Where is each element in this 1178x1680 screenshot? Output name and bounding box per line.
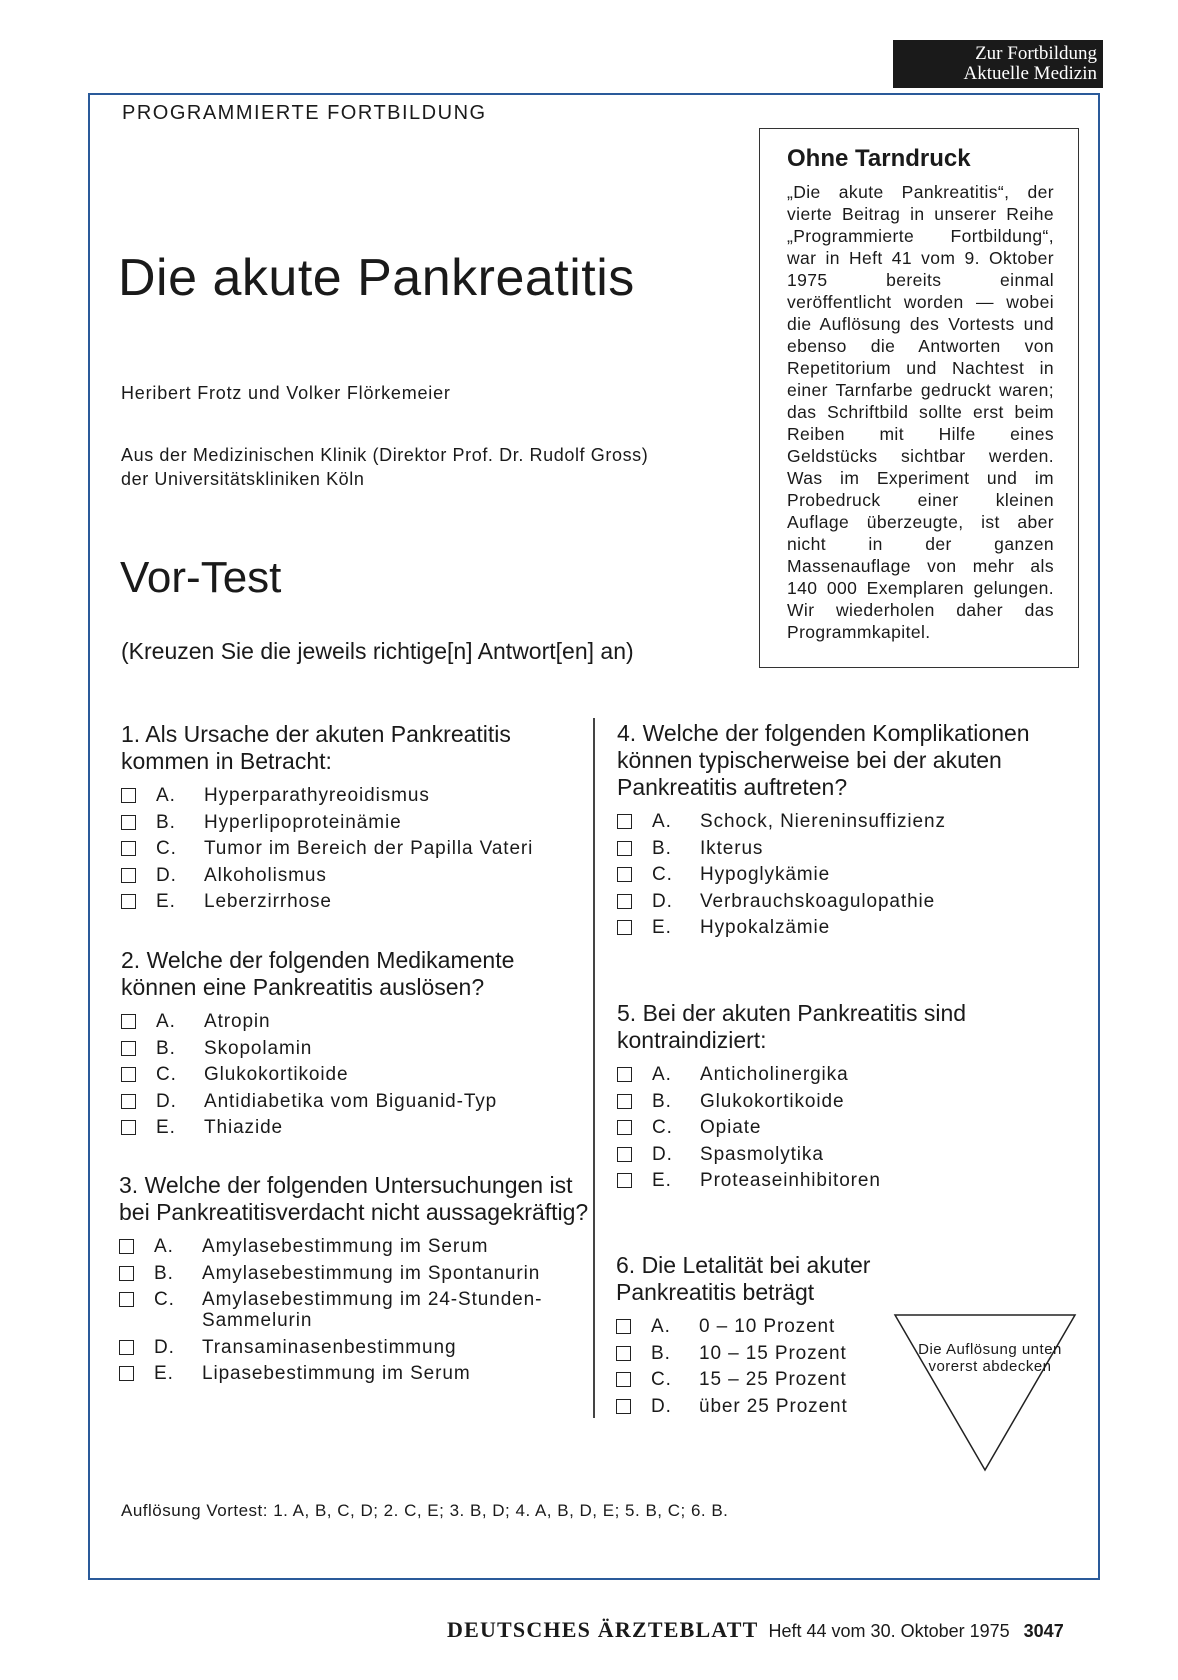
- answer-option[interactable]: [617, 1117, 1087, 1138]
- answer-checkbox[interactable]: [617, 1094, 632, 1109]
- option-text: Thiazide: [204, 1117, 284, 1138]
- option-text: Alkoholismus: [204, 864, 327, 886]
- answer-option[interactable]: [121, 1038, 591, 1059]
- option-letter: E.: [156, 1117, 176, 1138]
- answer-checkbox[interactable]: [616, 1372, 631, 1387]
- answer-checkbox[interactable]: [617, 1120, 632, 1135]
- answer-checkbox[interactable]: [121, 1120, 136, 1135]
- answer-checkbox[interactable]: [119, 1239, 134, 1254]
- notice-heading: Ohne Tarndruck: [787, 145, 971, 172]
- cover-triangle-icon: [890, 1305, 1080, 1475]
- question-text: 3. Welche der folgenden Untersuchungen ist bei Pankreatitisverdacht nicht aussagekräftig?: [119, 1172, 589, 1225]
- instruction: (Kreuzen Sie die jeweils richtige[n] Antwort[en] an): [121, 638, 634, 664]
- option-letter: E.: [652, 1170, 672, 1191]
- answer-option[interactable]: [617, 811, 1087, 832]
- option-letter: A.: [156, 785, 176, 806]
- page-number: 3047: [1023, 1621, 1064, 1641]
- option-letter: E.: [156, 891, 176, 912]
- answer-checkbox[interactable]: [121, 841, 136, 856]
- article-title: Die akute Pankreatitis: [118, 249, 635, 307]
- answer-option[interactable]: [617, 891, 1087, 912]
- option-text: Amylasebestimmung im 24-Stunden-Sammelurin: [202, 1289, 543, 1331]
- option-letter: C.: [156, 838, 177, 859]
- option-text: Tumor im Bereich der Papilla Vateri: [204, 838, 534, 859]
- answer-option[interactable]: [617, 838, 1087, 859]
- option-letter: E.: [652, 917, 672, 938]
- answer-checkbox[interactable]: [617, 1067, 632, 1082]
- section-tag-line2: Aktuelle Medizin: [963, 63, 1097, 84]
- answer-option[interactable]: [121, 838, 591, 859]
- publication-name: DEUTSCHES ÄRZTEBLATT: [447, 1617, 759, 1642]
- answer-checkbox[interactable]: [121, 868, 136, 883]
- option-letter: B.: [652, 1090, 672, 1112]
- option-text: Hyperparathyreoidismus: [204, 785, 430, 806]
- option-text: Atropin: [204, 1011, 271, 1032]
- answer-option[interactable]: [119, 1263, 589, 1284]
- question-text: 5. Bei der akuten Pankreatitis sind kontraindiziert:: [617, 1000, 967, 1053]
- option-letter: B.: [156, 1037, 176, 1059]
- answer-option[interactable]: [617, 864, 1087, 885]
- affiliation-line2: der Universitätskliniken Köln: [121, 469, 365, 489]
- answer-checkbox[interactable]: [617, 1147, 632, 1162]
- answer-option[interactable]: [617, 1064, 1087, 1085]
- answer-key: Auflösung Vortest: 1. A, B, C, D; 2. C, E; 3. B, D; 4. A, B, D, E; 5. B, C; 6. B.: [121, 1501, 729, 1520]
- notice-box: [759, 128, 1079, 668]
- answer-option[interactable]: [121, 1117, 591, 1138]
- option-letter: C.: [156, 1064, 177, 1085]
- question-1: [121, 721, 591, 918]
- option-text: Opiate: [700, 1117, 762, 1138]
- option-letter: D.: [156, 1090, 177, 1112]
- answer-checkbox[interactable]: [119, 1340, 134, 1355]
- section-tag-line1: Zur Fortbildung: [975, 43, 1097, 64]
- question-text: 4. Welche der folgenden Komplikationen können typischerweise bei der akuten Pankreatitis auftreten?: [617, 720, 1030, 800]
- answer-checkbox[interactable]: [617, 894, 632, 909]
- option-text: Glukokortikoide: [700, 1090, 845, 1112]
- answer-checkbox[interactable]: [617, 920, 632, 935]
- option-letter: A.: [651, 1316, 671, 1337]
- option-letter: B.: [651, 1342, 671, 1364]
- option-letter: B.: [156, 811, 176, 833]
- answer-option[interactable]: [121, 1011, 591, 1032]
- option-letter: C.: [651, 1369, 672, 1390]
- affiliation-line1: Aus der Medizinischen Klinik (Direktor Prof. Dr. Rudolf Gross): [121, 445, 649, 465]
- answer-checkbox[interactable]: [121, 815, 136, 830]
- answer-checkbox[interactable]: [617, 867, 632, 882]
- question-text: 6. Die Letalität bei akuter Pankreatitis beträgt: [616, 1252, 871, 1305]
- answer-option[interactable]: [121, 1064, 591, 1085]
- option-text: 0 – 10 Prozent: [699, 1316, 836, 1337]
- answer-option[interactable]: [121, 865, 591, 886]
- page-footer: [447, 1617, 1064, 1643]
- option-text: Amylasebestimmung im Serum: [202, 1236, 489, 1257]
- answer-option[interactable]: [617, 1091, 1087, 1112]
- option-letter: E.: [154, 1363, 174, 1384]
- option-letter: C.: [652, 1117, 673, 1138]
- answer-checkbox[interactable]: [119, 1266, 134, 1281]
- section-title: Vor-Test: [120, 553, 282, 602]
- answer-checkbox[interactable]: [617, 1173, 632, 1188]
- option-letter: A.: [652, 811, 672, 832]
- option-text: Hypoglykämie: [700, 864, 831, 885]
- option-letter: D.: [156, 864, 177, 886]
- answer-option[interactable]: [121, 891, 591, 912]
- section-tag: [893, 40, 1103, 88]
- option-letter: C.: [154, 1289, 175, 1310]
- option-letter: A.: [156, 1011, 176, 1032]
- answer-checkbox[interactable]: [616, 1346, 631, 1361]
- question-text: 2. Welche der folgenden Medikamente können eine Pankreatitis auslösen?: [121, 947, 515, 1000]
- option-text: Hypokalzämie: [700, 917, 831, 938]
- authors: Heribert Frotz und Volker Flörkemeier: [121, 383, 451, 403]
- option-letter: D.: [154, 1336, 175, 1358]
- option-text: Verbrauchskoagulopathie: [700, 890, 936, 912]
- answer-checkbox[interactable]: [119, 1292, 134, 1307]
- answer-checkbox[interactable]: [121, 788, 136, 803]
- answer-checkbox[interactable]: [121, 1094, 136, 1109]
- option-text: Antidiabetika vom Biguanid-Typ: [204, 1090, 498, 1112]
- answer-checkbox[interactable]: [616, 1399, 631, 1414]
- answer-option[interactable]: [617, 1144, 1087, 1165]
- option-letter: B.: [154, 1262, 174, 1284]
- option-text: Glukokortikoide: [204, 1064, 349, 1085]
- option-text: Leberzirrhose: [204, 891, 332, 912]
- answer-checkbox[interactable]: [121, 1014, 136, 1029]
- series-label: PROGRAMMIERTE FORTBILDUNG: [122, 102, 487, 124]
- option-text: 10 – 15 Prozent: [699, 1342, 847, 1364]
- option-text: Skopolamin: [204, 1037, 313, 1059]
- answer-option[interactable]: [121, 785, 591, 806]
- option-letter: D.: [651, 1395, 672, 1417]
- answer-option[interactable]: [617, 1170, 1087, 1191]
- option-text: Hyperlipoproteinämie: [204, 811, 402, 833]
- answer-option[interactable]: [121, 812, 591, 833]
- option-text: Transaminasenbestimmung: [202, 1336, 457, 1358]
- option-letter: D.: [652, 1143, 673, 1165]
- option-letter: B.: [652, 837, 672, 859]
- notice-text: „Die akute Pankreatitis“, der vierte Beitrag in unserer Reihe „Programmierte Fortbildung“, war in Heft 41 vom 9. Oktober 1975 bereits einmal veröffentlicht worden — wobei die Auflösung des Vortests und ebenso die Antworten von Repetitorium und Nachtest in einer Tarnfarbe gedruckt waren; das Schriftbild sollte erst beim Reiben mit Hilfe eines Geldstücks sichtbar werden. Was im Experiment und im Probedruck einer kleinen Auflage überzeugte, ist aber nicht in der ganzen Massenauflage von mehr als 140 000 Exemplaren gelungen. Wir wiederholen daher das Programmkapitel.: [787, 182, 1054, 642]
- answer-checkbox[interactable]: [121, 1067, 136, 1082]
- option-text: Proteaseinhibitoren: [700, 1170, 881, 1191]
- option-text: über 25 Prozent: [699, 1395, 848, 1417]
- question-text: 1. Als Ursache der akuten Pankreatitis kommen in Betracht:: [121, 721, 511, 774]
- answer-option[interactable]: [119, 1363, 589, 1384]
- option-letter: D.: [652, 890, 673, 912]
- question-4: [617, 720, 1087, 944]
- answer-checkbox[interactable]: [617, 814, 632, 829]
- option-text: Ikterus: [700, 837, 764, 859]
- option-letter: C.: [652, 864, 673, 885]
- option-letter: A.: [652, 1064, 672, 1085]
- answer-checkbox[interactable]: [121, 894, 136, 909]
- option-text: Schock, Niereninsuffizienz: [700, 811, 946, 832]
- answer-checkbox[interactable]: [616, 1319, 631, 1334]
- answer-option[interactable]: [119, 1236, 589, 1257]
- answer-option[interactable]: [119, 1337, 589, 1358]
- answer-option[interactable]: [121, 1091, 591, 1112]
- triangle-note: Die Auflösung unten vorerst abdecken: [918, 1341, 1062, 1375]
- answer-checkbox[interactable]: [121, 1041, 136, 1056]
- option-letter: A.: [154, 1236, 174, 1257]
- answer-checkbox[interactable]: [617, 841, 632, 856]
- question-2: [121, 947, 591, 1144]
- option-text: Anticholinergika: [700, 1064, 849, 1085]
- answer-checkbox[interactable]: [119, 1366, 134, 1381]
- option-text: Lipasebestimmung im Serum: [202, 1363, 471, 1384]
- question-5: [617, 1000, 1087, 1197]
- question-3: [119, 1172, 589, 1390]
- column-divider: [593, 718, 595, 1418]
- issue-info: Heft 44 vom 30. Oktober 1975: [768, 1621, 1010, 1641]
- option-text: 15 – 25 Prozent: [699, 1369, 847, 1390]
- affiliation: [121, 443, 648, 491]
- answer-option[interactable]: [617, 917, 1087, 938]
- answer-option[interactable]: [119, 1289, 589, 1331]
- option-text: Spasmolytika: [700, 1143, 824, 1165]
- option-text: Amylasebestimmung im Spontanurin: [202, 1262, 541, 1284]
